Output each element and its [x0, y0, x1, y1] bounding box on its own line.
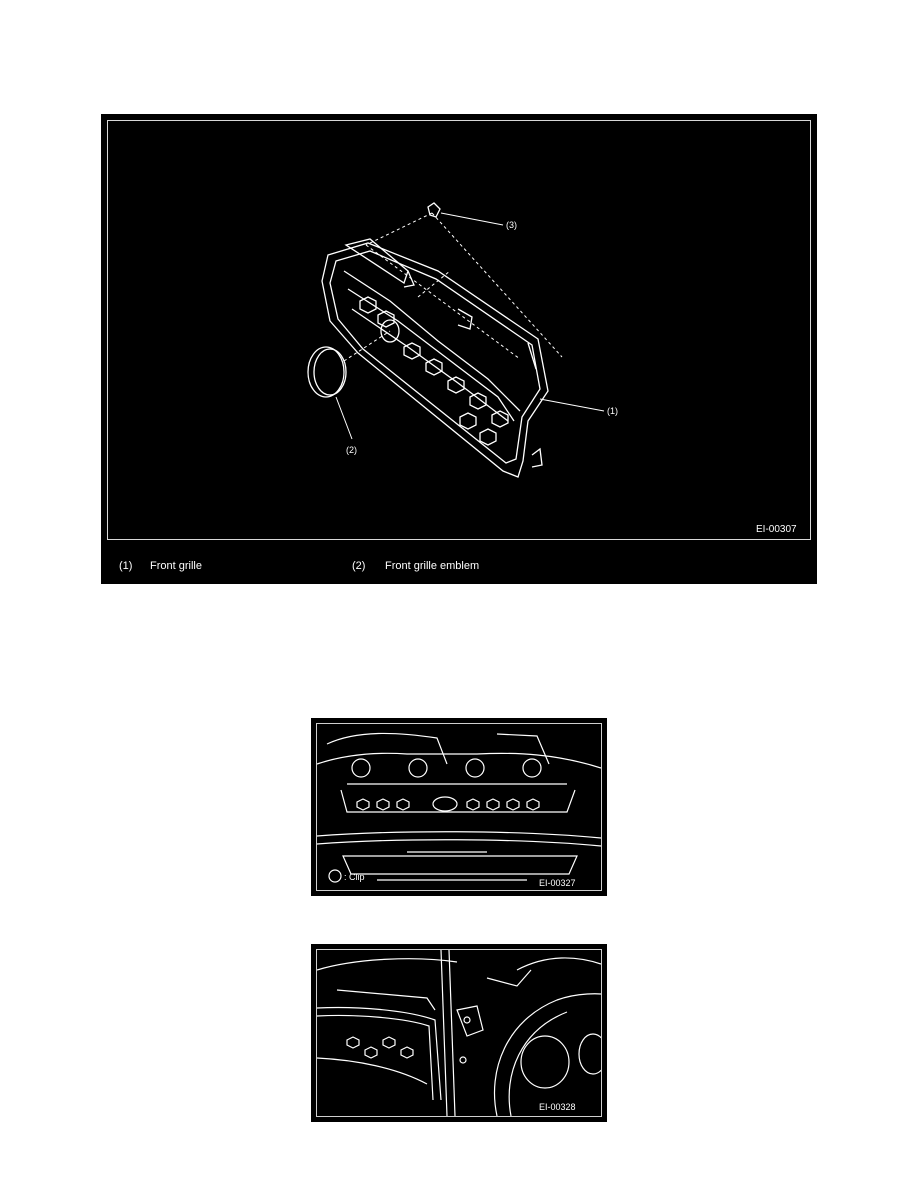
- figure-grille-clips: [311, 718, 607, 896]
- legend-text-1: Front grille: [150, 560, 202, 572]
- grille-clips-drawing: [317, 724, 601, 890]
- figure-front-grille-exploded: [101, 114, 817, 584]
- figure-grille-side-detail: [311, 944, 607, 1122]
- callout-1: (1): [607, 406, 618, 416]
- legend-num-2: (2): [352, 560, 366, 572]
- figure-code: EI-00327: [539, 878, 576, 888]
- figure-frame: [316, 723, 602, 891]
- grille-exploded-drawing: [108, 121, 810, 539]
- clip-label: : Clip: [344, 872, 365, 882]
- grille-side-drawing: [317, 950, 601, 1116]
- figure-legend: [101, 550, 817, 584]
- callout-2: (2): [346, 445, 357, 455]
- legend-text-2: Front grille emblem: [385, 560, 480, 572]
- callout-3: (3): [506, 220, 517, 230]
- legend-num-1: (1): [119, 560, 133, 572]
- figure-code: EI-00328: [539, 1102, 576, 1112]
- figure-code: EI-00307: [756, 524, 797, 535]
- figure-frame: [316, 949, 602, 1117]
- figure-frame: [107, 120, 811, 540]
